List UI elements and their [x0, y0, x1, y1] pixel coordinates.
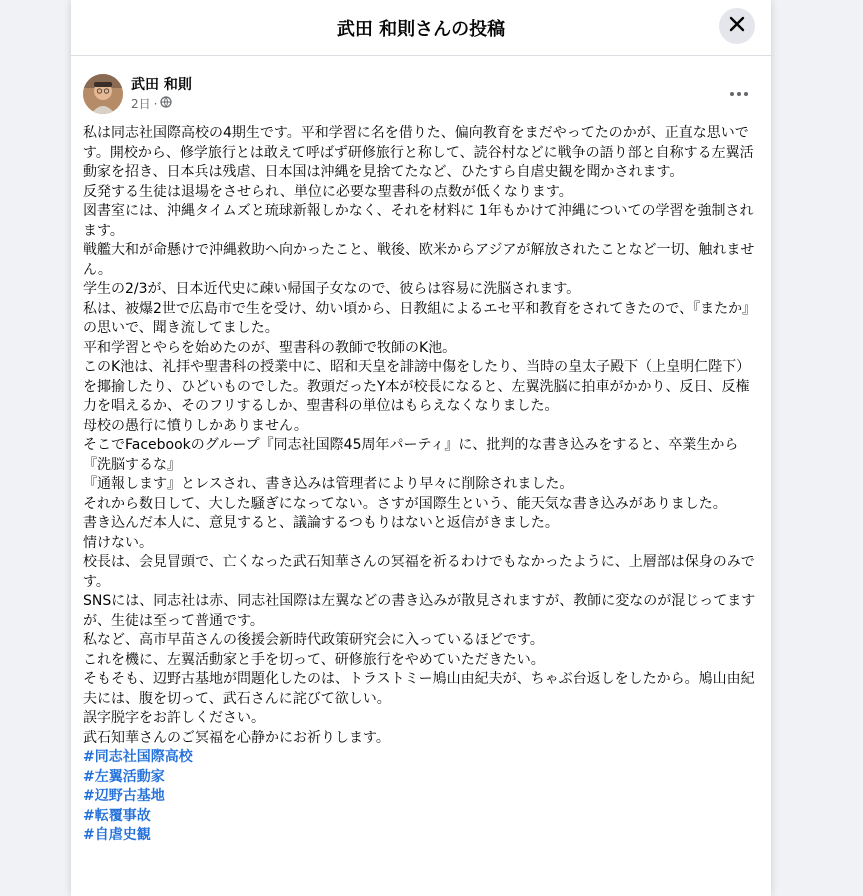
- globe-icon: [160, 96, 172, 112]
- post-paragraph: 私など、高市早苗さんの後援会新時代政策研究会に入っているほどです。: [83, 632, 544, 648]
- post-paragraph: 武石知華さんのご冥福を心静かにお祈りします。: [83, 729, 390, 746]
- post-paragraph: 図書室には、沖縄タイムズと琉球新報しかなく、それを材料に 1年もかけて沖縄についての学習を強制されます。: [83, 203, 754, 239]
- post-paragraph: 母校の愚行に憤りしかありません。: [83, 417, 308, 434]
- hashtag-link[interactable]: #左翼活動家: [83, 768, 165, 785]
- post-paragraph: 反発する生徒は退場をさせられ、単位に必要な聖書科の点数が低くなります。: [83, 183, 573, 200]
- hashtag-link[interactable]: #同志社国際高校: [83, 749, 193, 765]
- close-icon: [729, 16, 745, 36]
- post-paragraph: 情けない。: [83, 534, 153, 551]
- post-paragraph: そもそも、辺野古基地が問題化したのは、トラストミー鳩山由紀夫が、ちゃぶ台返しをしたから。鳩山由紀夫には、腹を切って、武石さんに詫びて欲しい。: [83, 671, 755, 707]
- post-paragraph: 平和学習とやらを始めたのが、聖書科の教師で牧師のK池。: [83, 339, 457, 356]
- post-paragraph: これを機に、左翼活動家と手を切って、研修旅行をやめていただきたい。: [83, 651, 545, 668]
- avatar[interactable]: [83, 74, 123, 114]
- post-time[interactable]: 2日: [131, 97, 151, 111]
- post-paragraph: 誤字脱字をお許しください。: [83, 710, 265, 726]
- post-dialog: [71, 0, 771, 896]
- close-button[interactable]: [719, 8, 755, 44]
- author-name[interactable]: 武田 和則: [131, 77, 192, 93]
- post-paragraph: SNSには、同志社は赤、同志社国際は左翼などの書き込みが散見されますが、教師に変なのが混じってますが、生徒は至って普通です。: [83, 593, 756, 629]
- post-text: [71, 124, 771, 748]
- post-paragraph: 書き込んだ本人に、意見すると、議論するつもりはないと返信がきました。: [83, 515, 559, 531]
- hashtag-link[interactable]: #転覆事故: [83, 807, 151, 824]
- meta-separator: ·: [153, 97, 158, 111]
- more-dot-icon: [730, 92, 734, 96]
- post-paragraph: 私は同志社国際高校の4期生です。平和学習に名を借りた、偏向教育をまだやってたのかが、正直な思いです。開校から、修学旅行とは敢えて呼ばず研修旅行と称して、読谷村などに戦争の語り部と自称する左翼活動家を招き、日本兵は残虐、日本国は沖縄を見捨てたなど、ひたすら自虐史観を聞かされます。: [83, 125, 754, 180]
- more-options-button[interactable]: [721, 76, 757, 112]
- author-meta: [131, 76, 192, 112]
- post-paragraph: 戦艦大和が命懸けで沖縄救助へ向かったこと、戦後、欧米からアジアが解放されたことなど一切、触れません。: [83, 242, 755, 278]
- hashtag-list: [71, 748, 771, 846]
- post-paragraph: それから数日して、大した騒ぎになってない。さすが国際生という、能天気な書き込みがありました。: [83, 495, 727, 512]
- post-paragraph: そこでFacebookのグループ『同志社国際45周年パーティ』に、批判的な書き込みをすると、卒業生から『洗脳するな』: [83, 437, 739, 473]
- dialog-title: 武田 和則さんの投稿: [336, 18, 506, 40]
- post-paragraph: 私は、被爆2世で広島市で生を受け、幼い頃から、日教組によるエセ平和教育をされてきたので、『またか』の思いで、聞き流してました。: [83, 300, 757, 336]
- post-meta: [131, 96, 192, 112]
- more-dot-icon: [744, 92, 748, 96]
- post-author-row: [71, 68, 771, 120]
- hashtag-link[interactable]: #自虐史観: [83, 827, 151, 843]
- post-paragraph: このK池は、礼拝や聖書科の授業中に、昭和天皇を誹謗中傷をしたり、当時の皇太子殿下（上皇明仁陛下）を揶揄したり、ひどいものでした。教頭だったY本が校長になると、左翼洗脳に拍車がかかり、反日、反権力を唱えるか、そのフリするしか、聖書科の単位はもらえなくなりました。: [83, 359, 751, 414]
- post-paragraph: 学生の2/3が、日本近代史に疎い帰国子女なので、彼らは容易に洗脳されます。: [83, 281, 581, 297]
- dialog-header: [71, 0, 771, 56]
- post-paragraph: 『通報します』とレスされ、書き込みは管理者により早々に削除されました。: [83, 476, 574, 492]
- hashtag-link[interactable]: #辺野古基地: [83, 788, 165, 804]
- post-paragraph: 校長は、会見冒頭で、亡くなった武石知華さんの冥福を祈るわけでもなかったように、上層部は保身のみです。: [83, 554, 755, 590]
- more-dot-icon: [737, 92, 741, 96]
